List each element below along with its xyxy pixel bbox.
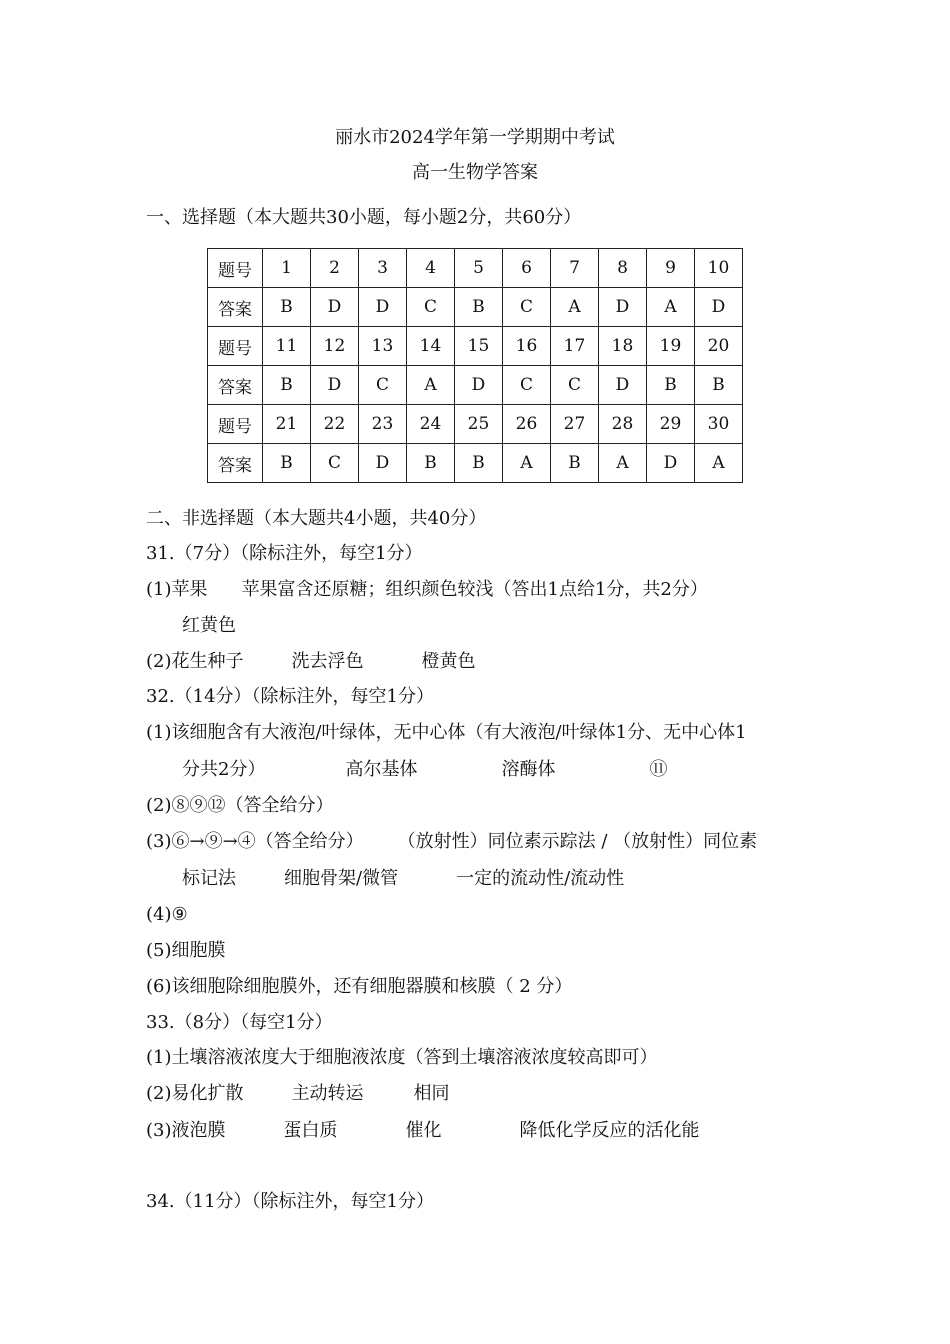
table-cell: 20 (695, 327, 743, 366)
table-cell: B (407, 444, 455, 483)
table-cell: C (551, 366, 599, 405)
q32-answer-3 (146, 830, 757, 854)
q32-answer-1-cont (182, 758, 667, 782)
q33-answer-2 (146, 1082, 450, 1106)
table-cell: B (455, 444, 503, 483)
table-cell: 27 (551, 405, 599, 444)
table-cell: C (503, 288, 551, 327)
table-cell: A (551, 288, 599, 327)
table-cell: B (455, 288, 503, 327)
q33-a2: (2)易化扩散 (146, 1083, 244, 1104)
table-cell: 18 (599, 327, 647, 366)
table-cell: D (647, 444, 695, 483)
table-cell: 28 (599, 405, 647, 444)
q32-a1: (1)该细胞含有大液泡/叶绿体，无中心体（有大液泡/叶绿体1分、无中心体1 (146, 722, 747, 743)
q31-answer-1 (146, 578, 708, 602)
table-cell: D (311, 288, 359, 327)
q31-answer-2 (146, 650, 476, 674)
table-cell: 26 (503, 405, 551, 444)
table-cell: B (551, 444, 599, 483)
table-cell: A (695, 444, 743, 483)
table-cell: D (359, 288, 407, 327)
table-cell: 2 (311, 249, 359, 288)
table-row-label: 题号 (208, 327, 263, 366)
table-row-label: 题号 (208, 405, 263, 444)
table-row-label: 题号 (208, 249, 263, 288)
table-cell: 1 (263, 249, 311, 288)
q32-heading: 32.（14分）（除标注外，每空1分） (146, 686, 434, 707)
q32-a1c: 溶酶体 (501, 759, 556, 780)
document-title: 丽水市2024学年第一学期期中考试 (335, 127, 615, 148)
q33-a3c: 催化 (405, 1120, 442, 1141)
table-cell: 19 (647, 327, 695, 366)
q33-a3d: 降低化学反应的活化能 (519, 1120, 700, 1141)
table-row (208, 249, 743, 288)
table-cell: A (599, 444, 647, 483)
q32-a1d: ⑪ (649, 759, 668, 780)
table-cell: 10 (695, 249, 743, 288)
q31-a2b: 洗去浮色 (291, 651, 364, 672)
table-cell: 30 (695, 405, 743, 444)
table-cell: 16 (503, 327, 551, 366)
document-subtitle: 高一生物学答案 (412, 162, 538, 183)
table-row (208, 444, 743, 483)
q31-a2c: 橙黄色 (421, 651, 476, 672)
q31-a1c: 红黄色 (182, 615, 236, 636)
q32-a6: (6)该细胞除细胞膜外，还有细胞器膜和核膜（ 2 分） (146, 976, 573, 997)
table-cell: 9 (647, 249, 695, 288)
table-cell: C (359, 366, 407, 405)
q32-a3: (3)⑥→⑨→④（答全给分） (146, 831, 364, 852)
q31-a1: (1)苹果 (146, 579, 208, 600)
table-cell: 17 (551, 327, 599, 366)
table-cell: C (407, 288, 455, 327)
q32-a3b: （放射性）同位素示踪法 / （放射性）同位素 (397, 831, 758, 852)
table-cell: C (311, 444, 359, 483)
q31-a2: (2)花生种子 (146, 651, 244, 672)
q31-heading: 31.（7分）（除标注外，每空1分） (146, 543, 423, 564)
q32-a4: (4)⑨ (146, 904, 188, 925)
table-cell: A (647, 288, 695, 327)
section1-heading: 一、选择题（本大题共30小题，每小题2分，共60分） (146, 207, 582, 228)
table-cell: 24 (407, 405, 455, 444)
q32-a1b: 高尔基体 (345, 759, 418, 780)
table-cell: 15 (455, 327, 503, 366)
table-row-label: 答案 (208, 444, 263, 483)
table-cell: 6 (503, 249, 551, 288)
q33-a3b: 蛋白质 (283, 1120, 338, 1141)
table-cell: B (263, 444, 311, 483)
table-cell: 7 (551, 249, 599, 288)
q33-heading: 33.（8分）（每空1分） (146, 1012, 333, 1033)
q32-a5: (5)细胞膜 (146, 940, 226, 961)
q32-a1cont: 分共2分） (182, 759, 266, 780)
table-cell: 12 (311, 327, 359, 366)
q32-answer-3-cont (182, 867, 624, 891)
table-cell: D (311, 366, 359, 405)
table-cell: 3 (359, 249, 407, 288)
q33-a2b: 主动转运 (291, 1083, 364, 1104)
table-cell: 14 (407, 327, 455, 366)
table-cell: B (647, 366, 695, 405)
table-row (208, 366, 743, 405)
q33-a1: (1)土壤溶液浓度大于细胞液浓度（答到土壤溶液浓度较高即可） (146, 1047, 658, 1068)
table-row (208, 288, 743, 327)
table-row (208, 405, 743, 444)
table-cell: 22 (311, 405, 359, 444)
table-cell: 5 (455, 249, 503, 288)
table-cell: A (407, 366, 455, 405)
table-cell: D (359, 444, 407, 483)
table-cell: 8 (599, 249, 647, 288)
table-cell: C (503, 366, 551, 405)
table-cell: D (695, 288, 743, 327)
table-cell: 23 (359, 405, 407, 444)
q32-a3c: 细胞骨架/微管 (284, 868, 399, 889)
table-cell: A (503, 444, 551, 483)
q33-a3: (3)液泡膜 (146, 1120, 226, 1141)
table-cell: 4 (407, 249, 455, 288)
table-cell: 25 (455, 405, 503, 444)
q32-a3d: 一定的流动性/流动性 (456, 868, 625, 889)
table-cell: 21 (263, 405, 311, 444)
q33-a2c: 相同 (413, 1083, 450, 1104)
q33-answer-3 (146, 1119, 700, 1143)
table-cell: D (455, 366, 503, 405)
table-cell: B (695, 366, 743, 405)
q34-heading: 34.（11分）（除标注外，每空1分） (146, 1191, 434, 1212)
table-cell: 13 (359, 327, 407, 366)
table-row (208, 327, 743, 366)
q32-a2: (2)⑧⑨⑫（答全给分） (146, 795, 334, 816)
answer-table (207, 248, 743, 483)
table-cell: B (263, 288, 311, 327)
table-row-label: 答案 (208, 366, 263, 405)
q32-a3cont: 标记法 (182, 868, 236, 889)
table-row-label: 答案 (208, 288, 263, 327)
table-cell: D (599, 288, 647, 327)
table-cell: D (599, 366, 647, 405)
table-cell: B (263, 366, 311, 405)
q31-a1b: 苹果富含还原糖；组织颜色较浅（答出1点给1分，共2分） (241, 579, 708, 600)
table-cell: 29 (647, 405, 695, 444)
section2-heading: 二、非选择题（本大题共4小题，共40分） (146, 508, 487, 529)
table-cell: 11 (263, 327, 311, 366)
